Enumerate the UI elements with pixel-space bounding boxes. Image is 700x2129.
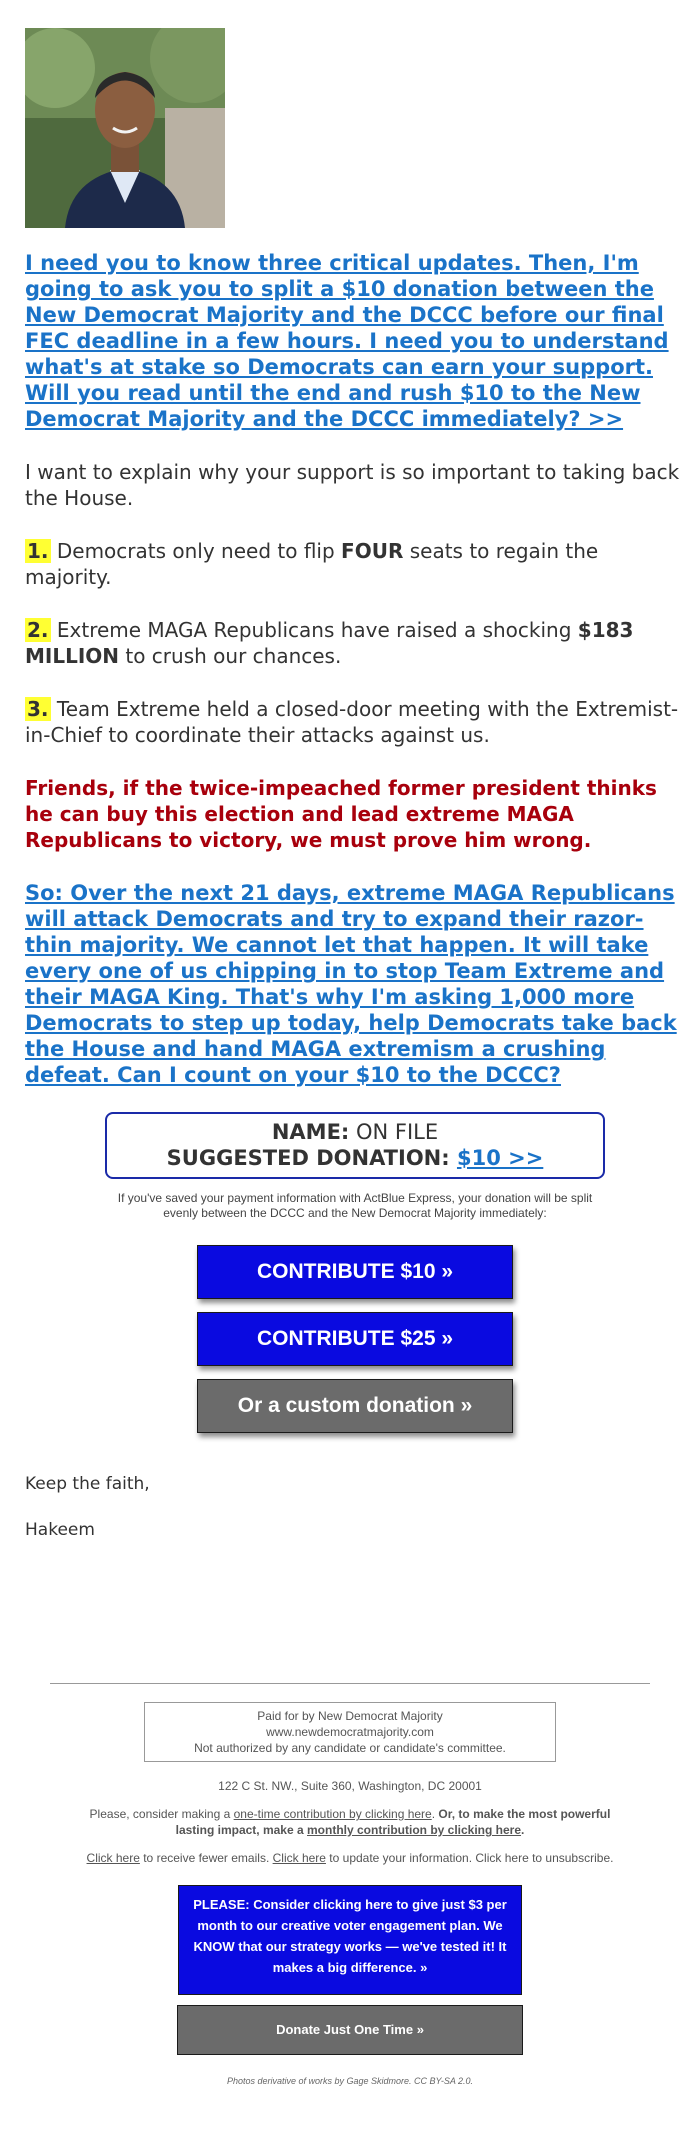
suggested-donation-link[interactable]: $10 >> (456, 1146, 544, 1170)
update-number: 3. (27, 697, 49, 721)
update-number: 2. (27, 618, 49, 642)
suggested-row (107, 1145, 603, 1171)
warning-text: Friends, if the twice-impeached former president thinks he can buy this election and lead extreme MAGA Republicans to victory, we must prove him wrong. (25, 776, 657, 852)
hakeem-photo (25, 28, 225, 228)
signature: Hakeem (25, 1520, 95, 1540)
update-1 (25, 538, 685, 590)
preferences-text: to receive fewer emails. (139, 1851, 273, 1865)
paid-for-box (144, 1702, 556, 1762)
intro-text: I want to explain why your support is so important to taking back the House. (25, 460, 680, 510)
preferences-text: to update your information. Click here to unsubscribe. (325, 1851, 614, 1865)
closing-text: Keep the faith, (25, 1474, 150, 1494)
monthly-contribution-link[interactable]: monthly contribution by clicking here (307, 1823, 522, 1837)
contribute-25-button[interactable]: CONTRIBUTE $25 » (197, 1312, 513, 1366)
mailing-address: 122 C St. NW., Suite 360, Washington, DC 20001 (218, 1779, 482, 1793)
update-emphasis: $183 MILLION (25, 618, 634, 668)
update-text: seats to regain the majority. (25, 539, 599, 589)
update-info-link[interactable]: Click here (272, 1851, 326, 1865)
paid-for-line: Paid for by New Democrat Majority (257, 1709, 443, 1723)
prompt-text: Please, consider making a (89, 1807, 234, 1821)
dccc-donate-link[interactable]: So: Over the next 21 days, extreme MAGA Republicans will attack Democrats and try to expand their razor-thin majority. We cannot let that happen. It will take every one of us chipping in to stop Team Extreme and their MAGA King. That's why I'm asking 1,000 more Democrats to step up today, help Democrats take back the House and hand MAGA extremism a crushing defeat. Can I count on your $10 to the DCCC? (25, 881, 677, 1087)
footer (0, 1702, 700, 2089)
disclaimer-line: Not authorized by any candidate or candidate's committee. (194, 1741, 506, 1755)
contribute-10-button[interactable]: CONTRIBUTE $10 » (197, 1245, 513, 1299)
lead-donate-link[interactable]: I need you to know three critical updates. Then, I'm going to ask you to split a $10 donation between the New Democrat Majority and the DCCC before our final FEC deadline in a few hours. I need you to understand what's at stake so Democrats can earn your support. Will you read until the end and rush $10 to the New Democrat Majority and the DCCC immediately? >> (25, 251, 669, 431)
update-3 (25, 696, 685, 748)
website-line: www.newdemocratmajority.com (266, 1725, 434, 1739)
prompt-text: . (431, 1807, 439, 1821)
name-label: NAME: (271, 1120, 350, 1144)
update-number: 1. (27, 539, 49, 563)
update-text: Democrats only need to flip (50, 539, 342, 563)
update-emphasis: FOUR (341, 539, 404, 563)
custom-donation-button[interactable]: Or a custom donation » (197, 1379, 513, 1433)
monthly-3-donation-button[interactable]: PLEASE: Consider clicking here to give just $3 per month to our creative voter engagement plan. We KNOW that our strategy works — we've tested it! It makes a big difference. » (178, 1885, 522, 1995)
name-row (107, 1119, 603, 1145)
one-time-contribution-link[interactable]: one-time contribution by clicking here (233, 1807, 432, 1821)
email-preferences (0, 1850, 700, 1866)
update-2 (25, 617, 685, 669)
update-text: Extreme MAGA Republicans have raised a shocking (50, 618, 578, 642)
photo-credit: Photos derivative of works by Gage Skidmore. CC BY-SA 2.0. (226, 2076, 474, 2086)
suggested-label: SUGGESTED DONATION: (166, 1146, 457, 1170)
footer-divider (50, 1683, 650, 1684)
fewer-emails-link[interactable]: Click here (86, 1851, 140, 1865)
donate-one-time-button[interactable]: Donate Just One Time » (177, 2005, 523, 2055)
prompt-emphasis: Or, to make the most powerful lasting impact, make a (175, 1807, 611, 1837)
update-text: Team Extreme held a closed-door meeting with the Extremist-in-Chief to coordinate their attacks against us. (25, 697, 679, 747)
donor-info-box (105, 1112, 605, 1179)
contribution-prompt (70, 1806, 630, 1838)
email-body (25, 28, 685, 1541)
express-note: If you've saved your payment information with ActBlue Express, your donation will be split evenly between the DCCC and the New Democrat Majority immediately: (117, 1191, 593, 1220)
prompt-text: . (521, 1823, 525, 1837)
name-value: ON FILE (349, 1120, 439, 1144)
update-text: to crush our chances. (119, 644, 342, 668)
